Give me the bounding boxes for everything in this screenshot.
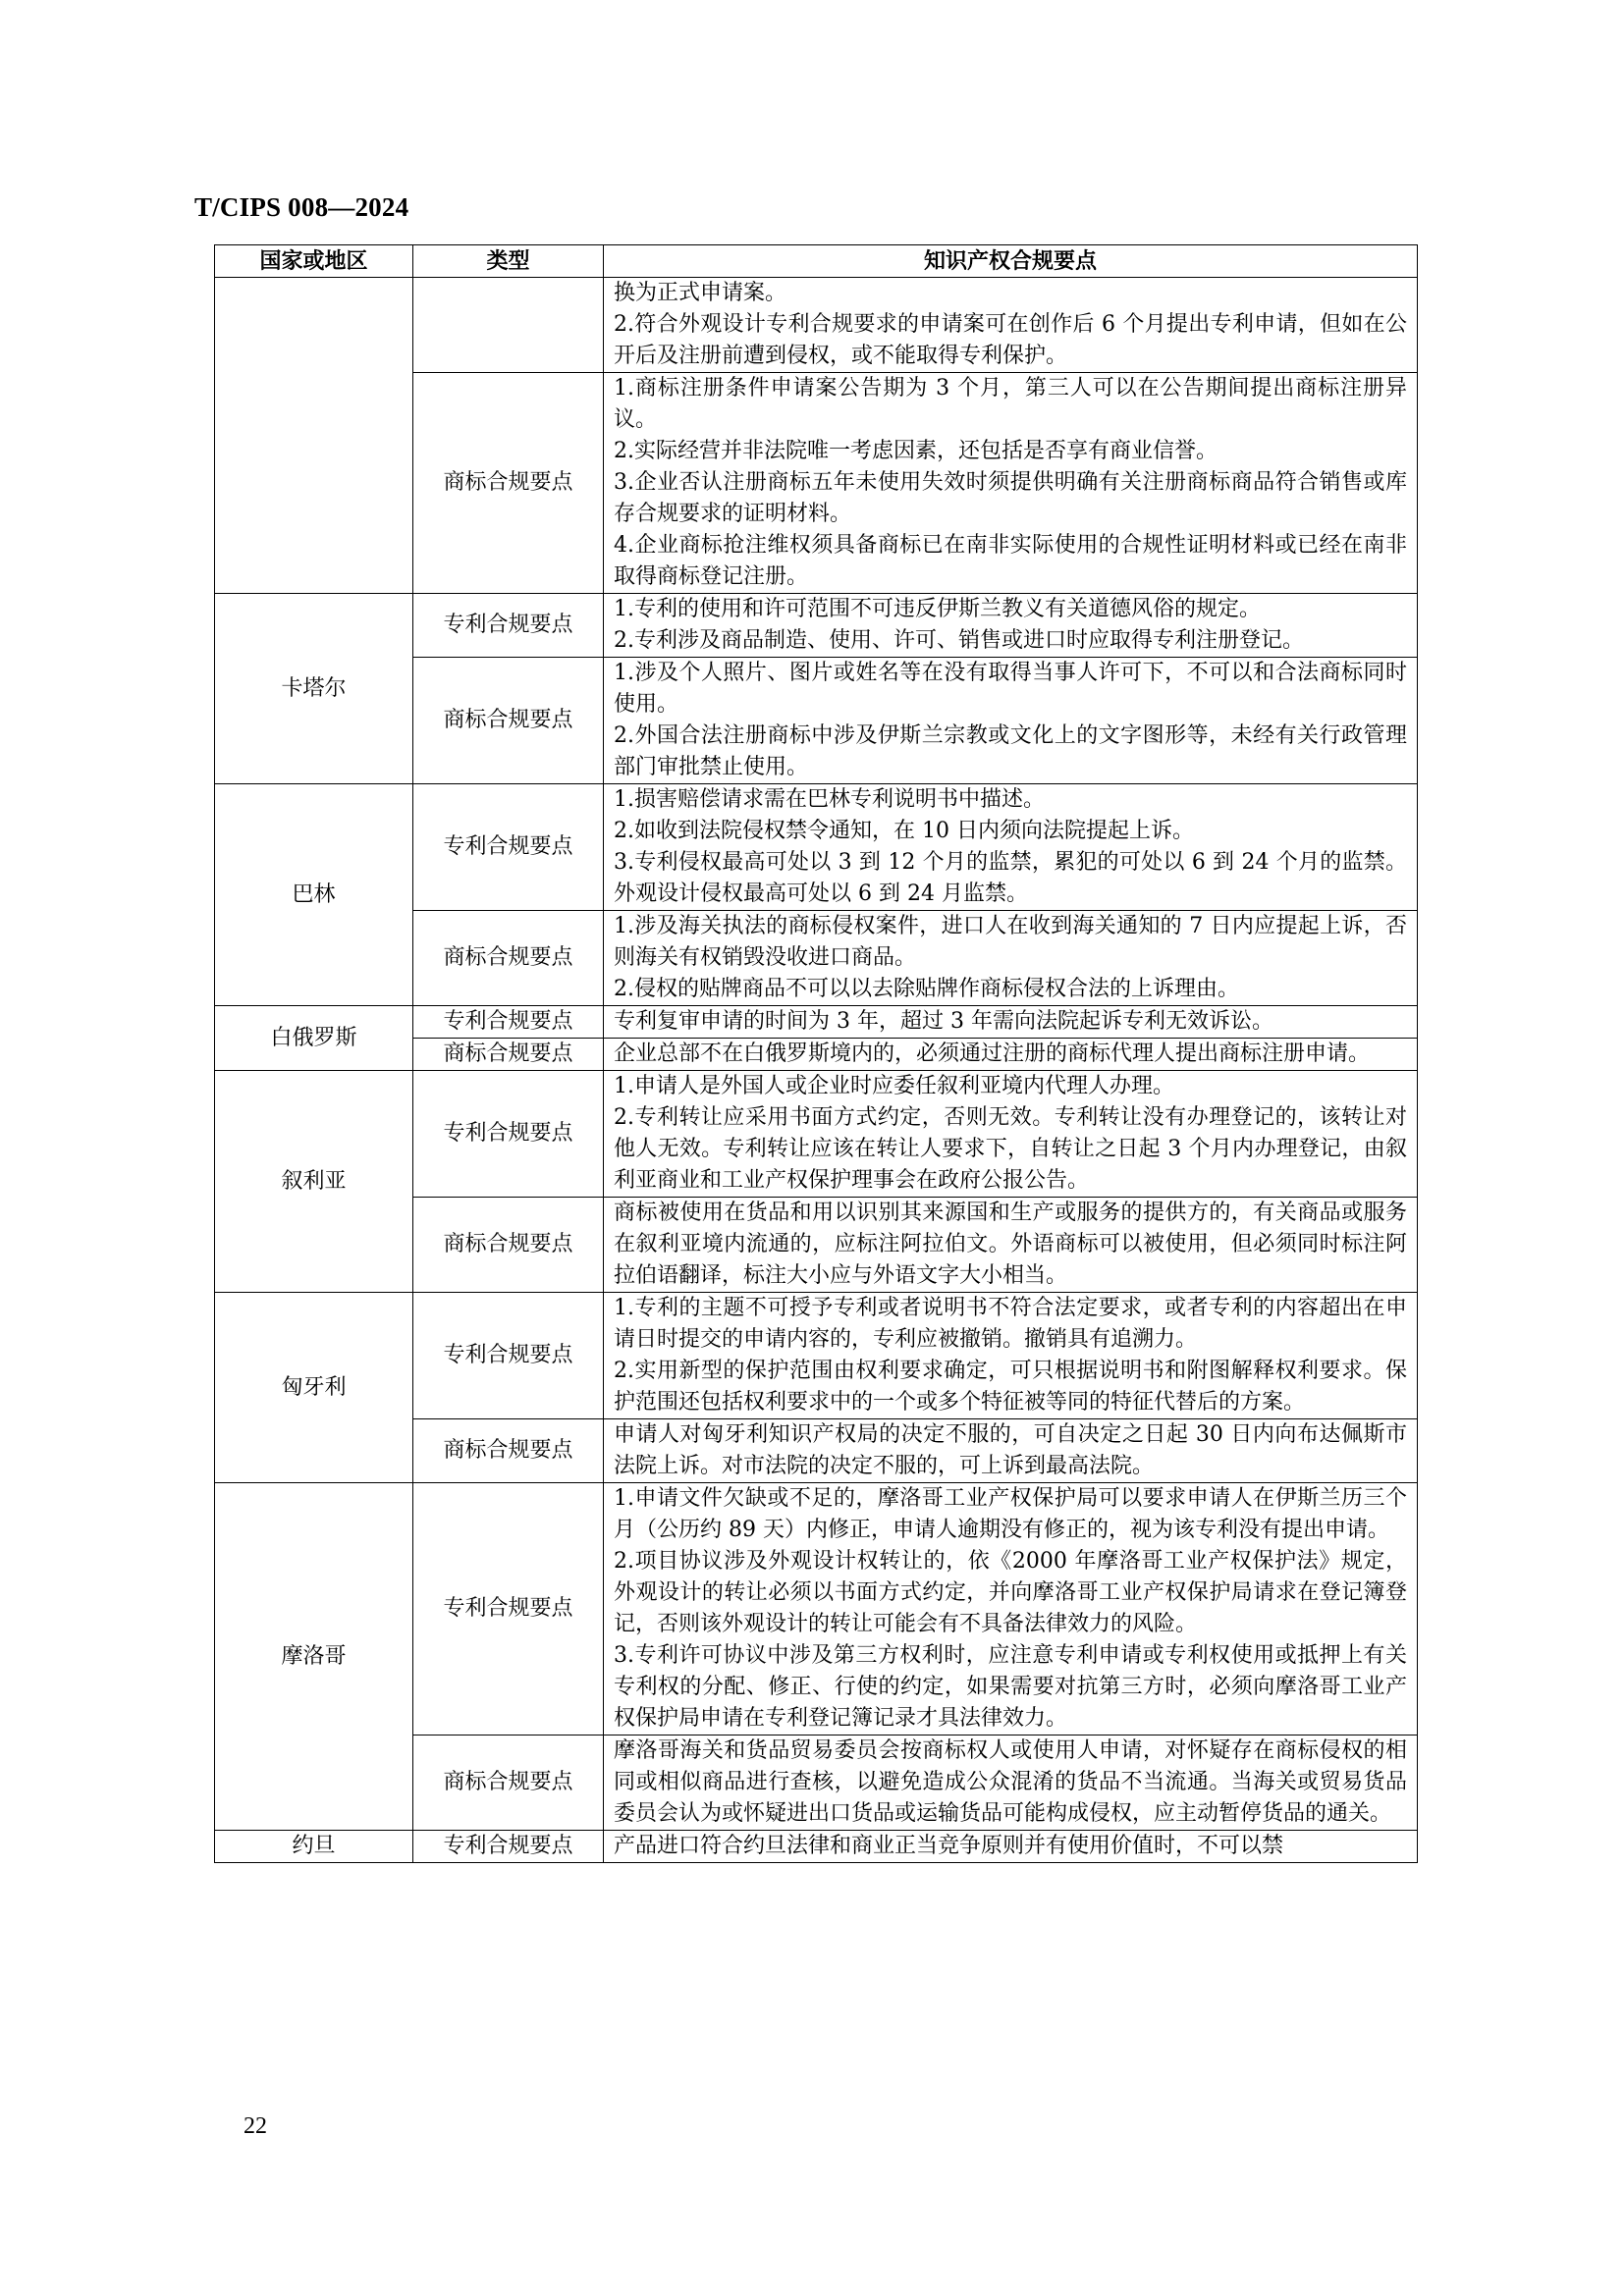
country-cell: 摩洛哥 <box>215 1483 413 1831</box>
table-row <box>215 278 1418 373</box>
table-header-row <box>215 245 1418 278</box>
type-cell: 商标合规要点 <box>413 911 604 1006</box>
country-cell: 白俄罗斯 <box>215 1006 413 1071</box>
type-cell: 专利合规要点 <box>413 1483 604 1735</box>
table-row <box>215 594 1418 658</box>
column-header-country: 国家或地区 <box>215 245 413 278</box>
country-cell <box>215 278 413 594</box>
type-cell: 商标合规要点 <box>413 1419 604 1483</box>
type-cell: 专利合规要点 <box>413 1006 604 1039</box>
compliance-content-cell: 1.涉及海关执法的商标侵权案件，进口人在收到海关通知的 7 日内应提起上诉，否则海关有权销毁没收进口商品。 2.侵权的贴牌商品不可以以去除贴牌作商标侵权合法的上诉理由。 <box>604 911 1418 1006</box>
compliance-content-cell: 1.专利的使用和许可范围不可违反伊斯兰教义有关道德风俗的规定。 2.专利涉及商品制造、使用、许可、销售或进口时应取得专利注册登记。 <box>604 594 1418 658</box>
country-cell: 匈牙利 <box>215 1293 413 1483</box>
type-cell <box>413 278 604 373</box>
type-cell: 专利合规要点 <box>413 1071 604 1198</box>
compliance-content-cell: 1.专利的主题不可授予专利或者说明书不符合法定要求，或者专利的内容超出在申请日时提交的申请内容的，专利应被撤销。撤销具有追溯力。 2.实用新型的保护范围由权利要求确定，可只根据说明书和附图解释权利要求。保护范围还包括权利要求中的一个或多个特征被等同的特征代替后的方案。 <box>604 1293 1418 1419</box>
type-cell: 商标合规要点 <box>413 658 604 784</box>
document-code: T/CIPS 008—2024 <box>194 192 409 222</box>
compliance-content-cell: 申请人对匈牙利知识产权局的决定不服的，可自决定之日起 30 日内向布达佩斯市法院上诉。对市法院的决定不服的，可上诉到最高法院。 <box>604 1419 1418 1483</box>
country-cell: 约旦 <box>215 1831 413 1863</box>
compliance-content-cell: 1.商标注册条件申请案公告期为 3 个月，第三人可以在公告期间提出商标注册异议。 2.实际经营并非法院唯一考虑因素，还包括是否享有商业信誉。 3.企业否认注册商标五年未使用失效时须提供明确有关注册商标商品符合销售或库存合规要求的证明材料。 4.企业商标抢注维权须具备商标已在南非实际使用的合规性证明材料或已经在南非取得商标登记注册。 <box>604 373 1418 594</box>
type-cell: 商标合规要点 <box>413 1039 604 1071</box>
compliance-content-cell: 商标被使用在货品和用以识别其来源国和生产或服务的提供方的，有关商品或服务在叙利亚境内流通的，应标注阿拉伯文。外语商标可以被使用，但必须同时标注阿拉伯语翻译，标注大小应与外语文字大小相当。 <box>604 1198 1418 1293</box>
compliance-content-cell: 1.损害赔偿请求需在巴林专利说明书中描述。 2.如收到法院侵权禁令通知，在 10 日内须向法院提起上诉。 3.专利侵权最高可处以 3 到 12 个月的监禁，累犯的可处以 6 到 24 个月的监禁。外观设计侵权最高可处以 6 到 24 月监禁。 <box>604 784 1418 911</box>
compliance-content-cell: 1.涉及个人照片、图片或姓名等在没有取得当事人许可下，不可以和合法商标同时使用。 2.外国合法注册商标中涉及伊斯兰宗教或文化上的文字图形等，未经有关行政管理部门审批禁止使用。 <box>604 658 1418 784</box>
compliance-content-cell: 摩洛哥海关和货品贸易委员会按商标权人或使用人申请，对怀疑存在商标侵权的相同或相似商品进行查核，以避免造成公众混淆的货品不当流通。当海关或贸易货品委员会认为或怀疑进出口货品或运输货品可能构成侵权，应主动暂停货品的通关。 <box>604 1735 1418 1831</box>
compliance-content-cell: 1.申请人是外国人或企业时应委任叙利亚境内代理人办理。 2.专利转让应采用书面方式约定，否则无效。专利转让没有办理登记的，该转让对他人无效。专利转让应该在转让人要求下，自转让之日起 3 个月内办理登记，由叙利亚商业和工业产权保护理事会在政府公报公告。 <box>604 1071 1418 1198</box>
compliance-content-cell: 换为正式申请案。 2.符合外观设计专利合规要求的申请案可在创作后 6 个月提出专利申请，但如在公开后及注册前遭到侵权，或不能取得专利保护。 <box>604 278 1418 373</box>
type-cell: 商标合规要点 <box>413 373 604 594</box>
ip-compliance-table <box>214 244 1418 1863</box>
country-cell: 卡塔尔 <box>215 594 413 784</box>
table-row <box>215 1831 1418 1863</box>
type-cell: 商标合规要点 <box>413 1198 604 1293</box>
type-cell: 商标合规要点 <box>413 1735 604 1831</box>
column-header-type: 类型 <box>413 245 604 278</box>
type-cell: 专利合规要点 <box>413 594 604 658</box>
table-row <box>215 784 1418 911</box>
type-cell: 专利合规要点 <box>413 1293 604 1419</box>
table-row <box>215 1071 1418 1198</box>
country-cell: 叙利亚 <box>215 1071 413 1293</box>
compliance-content-cell: 专利复审申请的时间为 3 年，超过 3 年需向法院起诉专利无效诉讼。 <box>604 1006 1418 1039</box>
compliance-content-cell: 企业总部不在白俄罗斯境内的，必须通过注册的商标代理人提出商标注册申请。 <box>604 1039 1418 1071</box>
page-number: 22 <box>244 2113 267 2139</box>
table-row <box>215 1483 1418 1735</box>
column-header-compliance-points: 知识产权合规要点 <box>604 245 1418 278</box>
compliance-content-cell: 1.申请文件欠缺或不足的，摩洛哥工业产权保护局可以要求申请人在伊斯兰历三个月（公历约 89 天）内修正，申请人逾期没有修正的，视为该专利没有提出申请。 2.项目协议涉及外观设计权转让的，依《2000 年摩洛哥工业产权保护法》规定，外观设计的转让必须以书面方式约定，并向摩洛哥工业产权保护局请求在登记簿登记，否则该外观设计的转让可能会有不具备法律效力的风险。 3.专利许可协议中涉及第三方权利时，应注意专利申请或专利权使用或抵押上有关专利权的分配、修正、行使的约定，如果需要对抗第三方时，必须向摩洛哥工业产权保护局申请在专利登记簿记录才具法律效力。 <box>604 1483 1418 1735</box>
compliance-content-cell: 产品进口符合约旦法律和商业正当竞争原则并有使用价值时，不可以禁 <box>604 1831 1418 1863</box>
type-cell: 专利合规要点 <box>413 784 604 911</box>
type-cell: 专利合规要点 <box>413 1831 604 1863</box>
table-row <box>215 1293 1418 1419</box>
country-cell: 巴林 <box>215 784 413 1006</box>
table-row <box>215 1006 1418 1039</box>
